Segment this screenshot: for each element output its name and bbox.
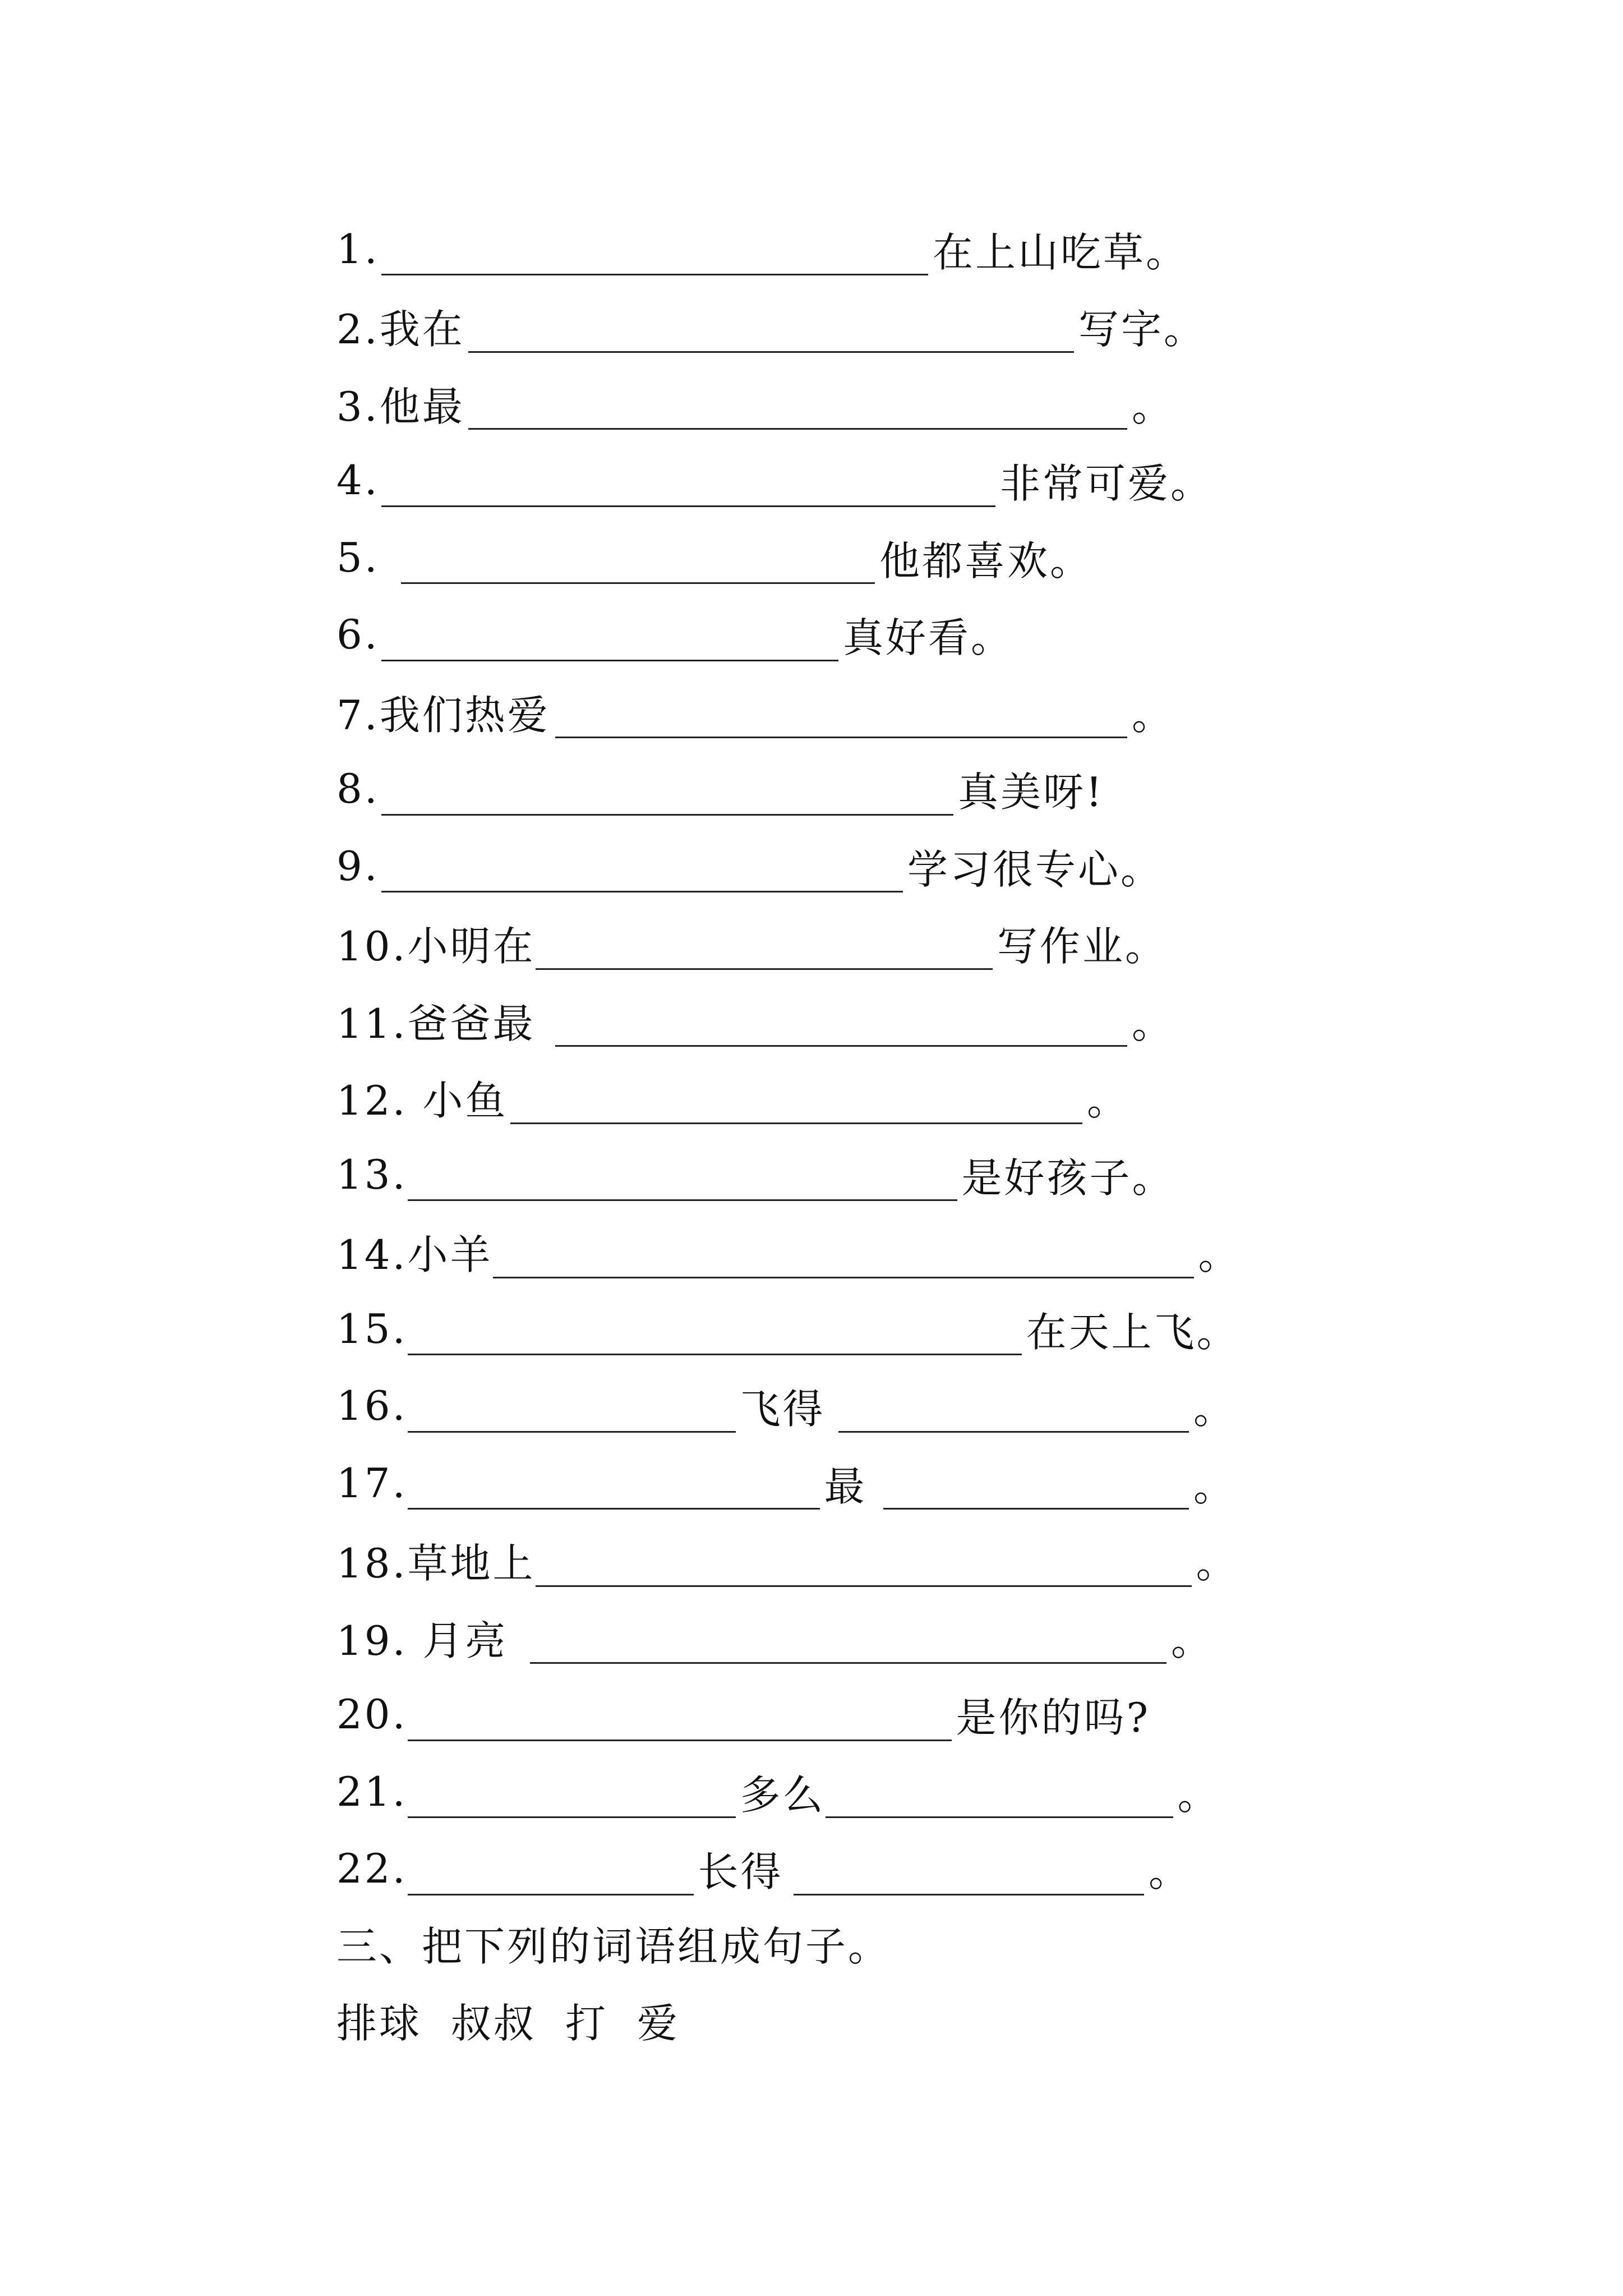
section-three-title: 三、把下列的词语组成句子。 [336, 1922, 891, 1970]
exercise-text: 飞得 [740, 1386, 826, 1433]
exercise-text: 非常可爱。 [1000, 460, 1214, 508]
exercise-prompt: 20. [336, 1691, 408, 1738]
exercise-prompt: 7.我们热爱 [336, 691, 550, 739]
exercise-text: 。 [1193, 1462, 1237, 1510]
exercise-item [336, 288, 1290, 365]
exercise-item [336, 1676, 1290, 1754]
exercise-item [336, 982, 1290, 1059]
exercise-item [336, 1136, 1290, 1213]
exercise-prompt: 15. [336, 1305, 408, 1352]
exercise-prompt: 22. [336, 1845, 408, 1893]
answer-blank[interactable] [381, 774, 953, 816]
exercise-item [336, 365, 1290, 442]
exercise-prompt: 13. [336, 1151, 408, 1198]
answer-blank[interactable] [408, 1853, 694, 1895]
word-item: 叔叔 [451, 1999, 537, 2047]
word-item: 排球 [336, 1999, 422, 2047]
answer-blank[interactable] [468, 311, 1074, 353]
exercise-prompt: 17. [336, 1459, 408, 1507]
exercise-text: 。 [1149, 1848, 1192, 1896]
answer-blank[interactable] [493, 1236, 1194, 1278]
answer-blank[interactable] [408, 1699, 952, 1741]
exercise-text: 在上山吃草。 [933, 228, 1189, 276]
exercise-text: 真美呀! [958, 769, 1104, 816]
word-bank [336, 1981, 709, 2059]
exercise-prompt: 9. [336, 842, 380, 890]
exercise-item [336, 210, 1290, 288]
word-item: 打 [565, 1999, 608, 2047]
answer-blank[interactable] [408, 1159, 957, 1201]
exercise-item [336, 1213, 1290, 1291]
exercise-item [336, 751, 1290, 828]
exercise-item [336, 442, 1290, 519]
exercise-prompt: 18.草地上 [336, 1540, 536, 1588]
exercise-text: 写字。 [1078, 306, 1207, 353]
answer-blank[interactable] [510, 1082, 1082, 1124]
exercise-text: 。 [1196, 1540, 1239, 1588]
answer-blank[interactable] [381, 619, 838, 661]
exercise-text: 。 [1087, 1077, 1130, 1125]
answer-blank[interactable] [536, 928, 993, 970]
answer-blank[interactable] [408, 1467, 820, 1510]
exercise-text: 。 [1177, 1771, 1220, 1819]
answer-blank[interactable] [536, 1545, 1192, 1587]
exercise-text: 真好看。 [843, 614, 1014, 662]
exercise-prompt: 19. 月亮 [336, 1617, 508, 1664]
exercise-item [336, 1522, 1290, 1599]
answer-blank[interactable] [826, 1776, 1173, 1818]
exercise-prompt: 16. [336, 1382, 408, 1430]
answer-blank[interactable] [381, 465, 995, 507]
exercise-text: 多么 [740, 1771, 826, 1819]
exercise-item [336, 1753, 1290, 1830]
exercise-text: 。 [1132, 383, 1175, 430]
exercise-prompt: 5. [336, 533, 380, 581]
exercise-text: 是你的吗? [956, 1694, 1151, 1742]
exercise-item [336, 1444, 1290, 1522]
exercise-item [336, 673, 1290, 751]
exercise-text: 。 [1132, 691, 1175, 739]
answer-blank[interactable] [381, 850, 903, 892]
exercise-prompt: 14.小羊 [336, 1231, 493, 1279]
exercise-text: 学习很专心。 [907, 845, 1164, 893]
exercise-text: 长得 [698, 1848, 783, 1896]
exercise-prompt: 3.他最 [336, 383, 465, 430]
exercise-item [336, 827, 1290, 905]
exercise-prompt: 11.爸爸最 [336, 1000, 536, 1047]
exercise-prompt: 12. 小鱼 [336, 1077, 508, 1125]
answer-blank[interactable] [555, 1005, 1127, 1047]
exercise-prompt: 10.小明在 [336, 923, 536, 970]
exercise-item [336, 1368, 1290, 1445]
exercise-prompt: 4. [336, 457, 380, 504]
answer-blank[interactable] [794, 1853, 1144, 1895]
answer-blank[interactable] [838, 1391, 1189, 1433]
answer-blank[interactable] [468, 388, 1127, 430]
exercise-prompt: 1. [336, 225, 380, 273]
exercise-text: 在天上飞。 [1026, 1308, 1239, 1356]
exercise-prompt: 6. [336, 611, 380, 659]
word-item: 爱 [637, 1999, 680, 2047]
exercise-item [336, 1059, 1290, 1137]
exercise-text: 是好孩子。 [961, 1154, 1175, 1202]
answer-blank[interactable] [883, 1467, 1189, 1510]
answer-blank[interactable] [408, 1391, 736, 1433]
exercise-item [336, 1599, 1290, 1676]
exercise-prompt: 8. [336, 765, 380, 813]
answer-blank[interactable] [555, 696, 1127, 738]
exercise-item [336, 1830, 1290, 1908]
exercise-text: 最 [824, 1462, 867, 1510]
exercise-text: 写作业。 [997, 923, 1168, 970]
exercise-text: 。 [1171, 1617, 1214, 1664]
answer-blank[interactable] [401, 542, 875, 584]
fill-in-blank-list [336, 210, 1290, 1907]
exercise-item [336, 1290, 1290, 1368]
exercise-text: 。 [1132, 1000, 1175, 1047]
answer-blank[interactable] [381, 233, 928, 275]
exercise-prompt: 2.我在 [336, 306, 465, 353]
exercise-prompt: 21. [336, 1768, 408, 1815]
exercise-item [336, 519, 1290, 596]
exercise-item [336, 596, 1290, 674]
answer-blank[interactable] [408, 1313, 1022, 1355]
exercise-item [336, 905, 1290, 982]
answer-blank[interactable] [408, 1776, 736, 1818]
answer-blank[interactable] [530, 1622, 1166, 1664]
exercise-text: 。 [1193, 1386, 1237, 1433]
exercise-text: 。 [1198, 1231, 1241, 1279]
exercise-text: 他都喜欢。 [879, 537, 1093, 585]
